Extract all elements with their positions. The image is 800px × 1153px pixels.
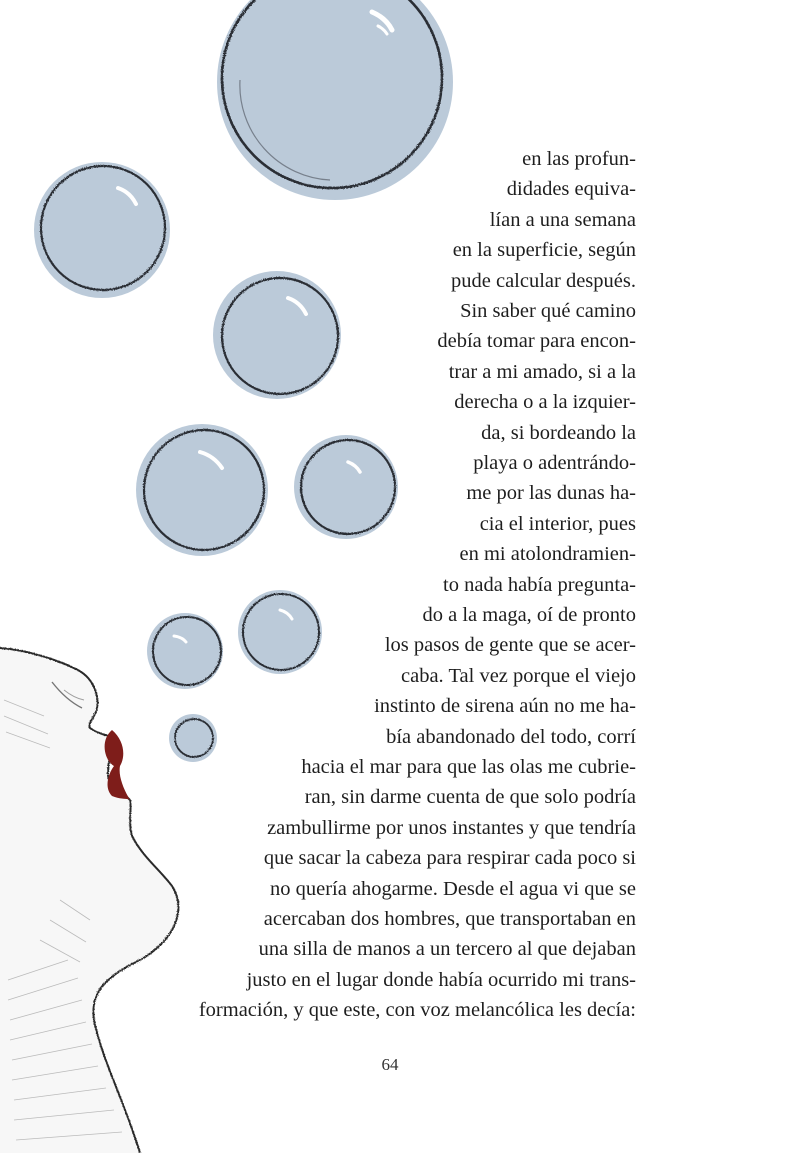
text-line: formación, y que este, con voz melancólica les decía: xyxy=(198,999,636,1022)
text-line: justo en el lugar donde había ocurrido mi trans- xyxy=(246,968,636,991)
text-line: to nada había pregunta- xyxy=(443,573,636,596)
text-line: didades equiva- xyxy=(506,178,636,201)
text-line: hacia el mar para que las olas me cubrie- xyxy=(301,756,636,778)
text-line: lían a una semana xyxy=(489,208,636,231)
text-line: bía abandonado del todo, corrí xyxy=(386,725,636,748)
bubble-small-a xyxy=(147,613,223,689)
bubble-large xyxy=(217,0,453,200)
text-line: do a la maga, oí de pronto xyxy=(422,604,636,626)
text-line: derecha o a la izquier- xyxy=(454,391,636,414)
text-line: acercaban dos hombres, que transportaban en xyxy=(263,908,636,930)
text-line: zambullirme por unos instantes y que tendría xyxy=(267,816,636,839)
text-line: Sin saber qué camino xyxy=(460,300,636,322)
text-line: trar a mi amado, si a la xyxy=(448,360,636,383)
bubble-small-b xyxy=(238,590,322,674)
text-line: caba. Tal vez porque el viejo xyxy=(401,664,636,687)
bubble-right-middle xyxy=(294,435,398,539)
text-line: que sacar la cabeza para respirar cada poco si xyxy=(263,847,636,870)
text-line: ran, sin darme cuenta de que solo podría xyxy=(304,786,636,809)
bubble-left-middle xyxy=(136,424,268,556)
text-line: instinto de sirena aún no me ha- xyxy=(374,695,636,718)
text-line: da, si bordeando la xyxy=(481,421,636,444)
face-profile xyxy=(0,648,178,1153)
text-line: una silla de manos a un tercero al que dejaban xyxy=(258,938,636,961)
text-line: en mi atolondramien- xyxy=(459,543,636,566)
page-number: 64 xyxy=(381,1055,399,1074)
text-line: pude calcular después. xyxy=(451,269,636,292)
bubble-tiny xyxy=(169,714,217,762)
text-line: no quería ahogarme. Desde el agua vi que se xyxy=(269,877,636,900)
text-line: en las profun- xyxy=(522,148,636,170)
text-line: cia el interior, pues xyxy=(479,512,636,535)
text-line: en la superficie, según xyxy=(452,239,636,262)
text-line: debía tomar para encon- xyxy=(437,330,636,353)
text-line: los pasos de gente que se acer- xyxy=(384,634,636,657)
bubble-middle xyxy=(213,271,341,399)
bubble-upper-left xyxy=(34,162,170,298)
text-line: me por las dunas ha- xyxy=(466,482,636,505)
text-line: playa o adentrándo- xyxy=(473,452,636,474)
